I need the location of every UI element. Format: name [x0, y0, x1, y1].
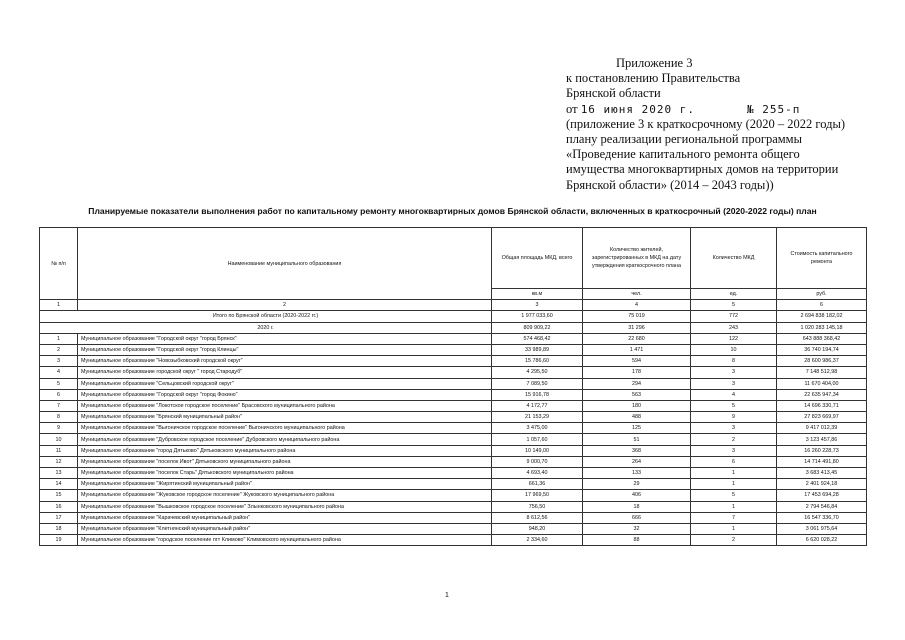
cost-cell: 22 635 947,34 — [777, 389, 867, 400]
unit-cell: кв.м — [492, 289, 583, 300]
area-cell: 3 475,00 — [492, 423, 583, 434]
table-row — [40, 367, 867, 378]
unit-cell: ед. — [691, 289, 777, 300]
column-number: 4 — [583, 300, 691, 311]
header-mkd: Количество МКД — [691, 228, 777, 289]
area-cell: 10 149,00 — [492, 445, 583, 456]
mkd-count-cell: 1 — [691, 523, 777, 534]
cost-cell: 6 620 028,22 — [777, 535, 867, 546]
table-row — [40, 344, 867, 355]
row-number: 3 — [40, 356, 78, 367]
page-number: 1 — [445, 592, 449, 599]
document-number: № 255-п — [747, 102, 801, 116]
area-cell: 7 089,50 — [492, 378, 583, 389]
year-row — [40, 322, 867, 333]
row-number: 13 — [40, 468, 78, 479]
row-number: 15 — [40, 490, 78, 501]
area-cell: 1 057,60 — [492, 434, 583, 445]
municipality-name: Муниципальное образование "Выгоничское городское поселение" Выгоничского муниципального района — [78, 423, 492, 434]
residents-cell: 178 — [583, 367, 691, 378]
column-number: 1 — [40, 300, 78, 311]
table-row — [40, 501, 867, 512]
area-cell: 8 612,56 — [492, 512, 583, 523]
cost-cell: 16 547 336,70 — [777, 512, 867, 523]
column-number: 2 — [78, 300, 492, 311]
table-row — [40, 356, 867, 367]
residents-cell: 666 — [583, 512, 691, 523]
residents-cell: 133 — [583, 468, 691, 479]
municipality-name: Муниципальное образование "поселок Старь" Дятьковского муниципального района — [78, 468, 492, 479]
total-residents: 75 019 — [583, 311, 691, 322]
mkd-count-cell: 5 — [691, 490, 777, 501]
row-number: 16 — [40, 501, 78, 512]
municipality-name: Муниципальное образование "Клетнянский муниципальный район" — [78, 523, 492, 534]
appendix-line: плану реализации региональной программы — [566, 132, 802, 147]
mkd-count-cell: 3 — [691, 423, 777, 434]
municipality-name: Муниципальное образование "Брянский муниципальный район" — [78, 412, 492, 423]
cost-cell: 11 670 404,00 — [777, 378, 867, 389]
cost-cell: 643 888 368,42 — [777, 333, 867, 344]
row-number: 2 — [40, 344, 78, 355]
row-number: 8 — [40, 412, 78, 423]
area-cell: 661,36 — [492, 479, 583, 490]
mkd-count-cell: 8 — [691, 356, 777, 367]
header-residents: Количество жителей, зарегистрированных в МКД на дату утверждения краткосрочного плана — [583, 228, 691, 289]
municipality-name: Муниципальное образование "Карачевский муниципальный район" — [78, 512, 492, 523]
year-cost: 1 020 283 145,18 — [777, 322, 867, 333]
table-row — [40, 400, 867, 411]
appendix-date-line — [566, 102, 896, 117]
table-row — [40, 456, 867, 467]
municipality-name: Муниципальное образование "Вышковское городское поселение" Злынковского муниципального района — [78, 501, 492, 512]
municipality-name: Муниципальное образование "Городской округ "город Фокино" — [78, 389, 492, 400]
cost-cell: 17 453 694,28 — [777, 490, 867, 501]
cost-cell: 7 148 512,98 — [777, 367, 867, 378]
cost-cell: 2 401 924,18 — [777, 479, 867, 490]
document-title: Планируемые показатели выполнения работ по капитальному ремонту многоквартирных домов Брянской области, включенных в краткосрочный (2020-2022 годы) план — [88, 206, 817, 216]
residents-cell: 368 — [583, 445, 691, 456]
residents-cell: 32 — [583, 523, 691, 534]
area-cell: 15 916,78 — [492, 389, 583, 400]
municipality-name: Муниципальное образование "Жирятинский муниципальный район" — [78, 479, 492, 490]
year-area: 809 909,22 — [492, 322, 583, 333]
row-number: 9 — [40, 423, 78, 434]
table-row — [40, 490, 867, 501]
cost-cell: 14 696 330,71 — [777, 400, 867, 411]
total-area: 1 977 033,60 — [492, 311, 583, 322]
table-row — [40, 468, 867, 479]
mkd-count-cell: 6 — [691, 456, 777, 467]
municipality-name: Муниципальное образование "город Дятьково" Дятьковского муниципального района — [78, 445, 492, 456]
row-number: 17 — [40, 512, 78, 523]
header-num: № п/п — [40, 228, 78, 300]
cost-cell: 16 260 228,73 — [777, 445, 867, 456]
total-cost: 2 694 838 182,02 — [777, 311, 867, 322]
municipality-name: Муниципальное образование "Сельцовский городской округ" — [78, 378, 492, 389]
cost-cell: 3 683 413,45 — [777, 468, 867, 479]
row-number: 10 — [40, 434, 78, 445]
year-mkd: 243 — [691, 322, 777, 333]
row-number: 4 — [40, 367, 78, 378]
appendix-line: Брянской области — [566, 86, 661, 101]
area-cell: 33 989,89 — [492, 344, 583, 355]
residents-cell: 594 — [583, 356, 691, 367]
indicators-table — [39, 227, 867, 546]
municipality-name: Муниципальное образование городской округ " город Стародуб" — [78, 367, 492, 378]
residents-cell: 264 — [583, 456, 691, 467]
column-number: 3 — [492, 300, 583, 311]
mkd-count-cell: 3 — [691, 378, 777, 389]
date-prefix: от — [566, 101, 578, 116]
residents-cell: 88 — [583, 535, 691, 546]
column-number: 5 — [691, 300, 777, 311]
residents-cell: 51 — [583, 434, 691, 445]
table-row — [40, 512, 867, 523]
mkd-count-cell: 9 — [691, 412, 777, 423]
mkd-count-cell: 2 — [691, 535, 777, 546]
residents-cell: 22 680 — [583, 333, 691, 344]
table-row — [40, 479, 867, 490]
municipality-name: Муниципальное образование "Городской округ "город Клинцы" — [78, 344, 492, 355]
appendix-line: Брянской области» (2014 – 2043 годы)) — [566, 177, 774, 192]
mkd-count-cell: 1 — [691, 479, 777, 490]
row-number: 18 — [40, 523, 78, 534]
table-row — [40, 412, 867, 423]
cost-cell: 2 794 546,84 — [777, 501, 867, 512]
appendix-line: имущества многоквартирных домов на территории — [566, 162, 839, 177]
cost-cell: 3 123 457,86 — [777, 434, 867, 445]
year-residents: 31 296 — [583, 322, 691, 333]
area-cell: 4 693,40 — [492, 468, 583, 479]
mkd-count-cell: 3 — [691, 367, 777, 378]
municipality-name: Муниципальное образование "Жуковское городское поселение" Жуковского муниципального района — [78, 490, 492, 501]
mkd-count-cell: 3 — [691, 445, 777, 456]
total-mkd: 772 — [691, 311, 777, 322]
document-date: 16 июня 2020 г. — [580, 102, 696, 116]
mkd-count-cell: 5 — [691, 400, 777, 411]
table-row — [40, 333, 867, 344]
area-cell: 9 000,70 — [492, 456, 583, 467]
area-cell: 15 786,60 — [492, 356, 583, 367]
area-cell: 574 468,42 — [492, 333, 583, 344]
municipality-name: Муниципальное образование "Локотское городское поселение" Брасовского муниципального района — [78, 400, 492, 411]
cost-cell: 3 061 975,64 — [777, 523, 867, 534]
municipality-name: Муниципальное образование "Новозыбковский городской округ" — [78, 356, 492, 367]
appendix-line: (приложение 3 к краткосрочному (2020 – 2022 годы) — [566, 116, 846, 131]
mkd-count-cell: 2 — [691, 434, 777, 445]
row-number: 7 — [40, 400, 78, 411]
mkd-count-cell: 4 — [691, 389, 777, 400]
total-row — [40, 311, 867, 322]
mkd-count-cell: 122 — [691, 333, 777, 344]
area-cell: 2 334,60 — [492, 535, 583, 546]
residents-cell: 1 471 — [583, 344, 691, 355]
row-number: 19 — [40, 535, 78, 546]
mkd-count-cell: 7 — [691, 512, 777, 523]
table-header-row — [40, 228, 867, 289]
cost-cell: 14 714 491,80 — [777, 456, 867, 467]
residents-cell: 180 — [583, 400, 691, 411]
unit-cell: чел. — [583, 289, 691, 300]
appendix-header — [566, 56, 896, 193]
municipality-name: Муниципальное образование "поселок Ивот" Дятьковского муниципального района — [78, 456, 492, 467]
cost-cell: 28 600 986,37 — [777, 356, 867, 367]
table-row — [40, 445, 867, 456]
appendix-title: Приложение 3 — [616, 56, 693, 70]
residents-cell: 406 — [583, 490, 691, 501]
column-number: 6 — [777, 300, 867, 311]
municipality-name: Муниципальное образование "Городской округ "город Брянск" — [78, 333, 492, 344]
area-cell: 4 295,50 — [492, 367, 583, 378]
table-row — [40, 423, 867, 434]
cost-cell: 36 740 194,74 — [777, 344, 867, 355]
area-cell: 21 153,29 — [492, 412, 583, 423]
total-label: Итого по Брянской области (2020-2022 гг.) — [40, 311, 492, 322]
cost-cell: 9 417 012,39 — [777, 423, 867, 434]
mkd-count-cell: 1 — [691, 501, 777, 512]
row-number: 6 — [40, 389, 78, 400]
area-cell: 4 172,77 — [492, 400, 583, 411]
cost-cell: 27 823 669,97 — [777, 412, 867, 423]
appendix-line: к постановлению Правительства — [566, 71, 741, 86]
residents-cell: 488 — [583, 412, 691, 423]
table-row — [40, 378, 867, 389]
table-row — [40, 535, 867, 546]
year-label: 2020 г. — [40, 322, 492, 333]
row-number: 1 — [40, 333, 78, 344]
mkd-count-cell: 1 — [691, 468, 777, 479]
residents-cell: 29 — [583, 479, 691, 490]
row-number: 5 — [40, 378, 78, 389]
row-number: 11 — [40, 445, 78, 456]
header-name: Наименование муниципального образования — [78, 228, 492, 300]
header-area: Общая площадь МКД, всего — [492, 228, 583, 289]
municipality-name: Муниципальное образование "городское поселение пгт Климово" Климовского муниципального района — [78, 535, 492, 546]
residents-cell: 125 — [583, 423, 691, 434]
table-row — [40, 434, 867, 445]
unit-cell: руб. — [777, 289, 867, 300]
area-cell: 756,50 — [492, 501, 583, 512]
municipality-name: Муниципальное образование "Дубровское городское поселение" Дубровского муниципального района — [78, 434, 492, 445]
table-row — [40, 389, 867, 400]
residents-cell: 18 — [583, 501, 691, 512]
column-numbers-row — [40, 300, 867, 311]
appendix-line: «Проведение капитального ремонта общего — [566, 147, 800, 162]
residents-cell: 294 — [583, 378, 691, 389]
row-number: 12 — [40, 456, 78, 467]
mkd-count-cell: 10 — [691, 344, 777, 355]
header-cost: Стоимость капитального ремонта — [777, 228, 867, 289]
area-cell: 948,20 — [492, 523, 583, 534]
table-row — [40, 523, 867, 534]
row-number: 14 — [40, 479, 78, 490]
residents-cell: 563 — [583, 389, 691, 400]
area-cell: 17 969,50 — [492, 490, 583, 501]
